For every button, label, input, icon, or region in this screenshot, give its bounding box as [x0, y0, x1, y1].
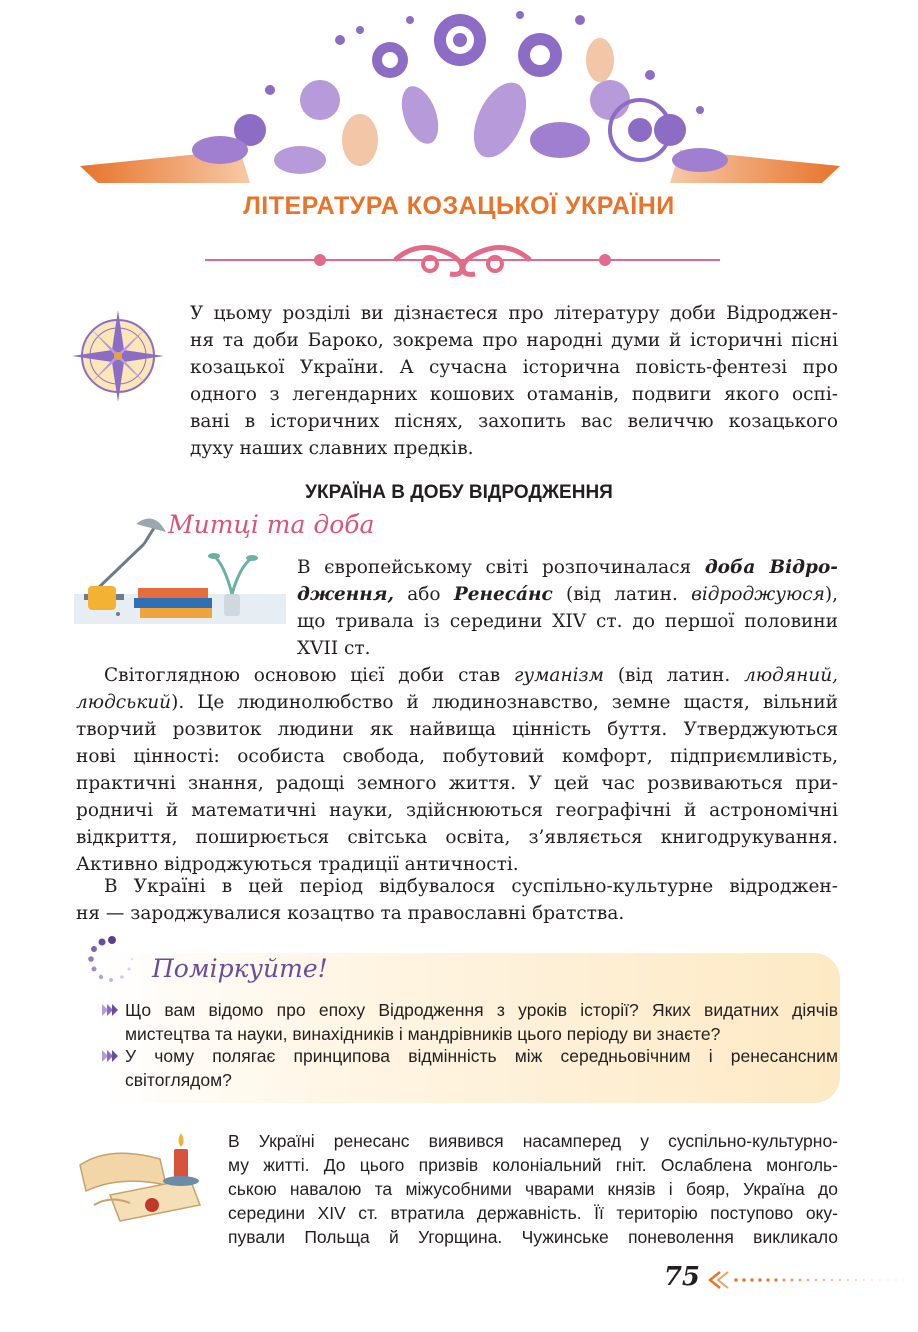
text-line: практичні знання, радощі земного життя. У цей час розвиваються при-: [76, 773, 838, 794]
term-bold: Ренеса́нс: [453, 584, 553, 605]
text-line: родничі й математичні науки, здійснюються географічні й астрономічні: [76, 800, 838, 821]
intro-line: одного з легендарних кошових отаманів, подвиги якого оспі-: [190, 384, 838, 405]
term-italic: гуманізм: [514, 665, 604, 686]
text-line: В Україні в цей період відбувалося суспільно-культурне відроджен-: [104, 876, 838, 897]
text-line: ською навалою та міжусобними чварами князів і бояр, Україна до: [228, 1179, 838, 1199]
question-line: Що вам відомо про епоху Відродження з уроків історії? Яких видатних діячів: [125, 1000, 838, 1020]
question-item: [125, 1044, 838, 1092]
section-heading: УКРАЇНА В ДОБУ ВІДРОДЖЕННЯ: [305, 482, 613, 503]
text-line: ня — зароджувалися козацтво та православні братства.: [76, 903, 625, 924]
text-line: [76, 689, 838, 716]
text-line: [76, 662, 838, 689]
text-line: Активно відроджуються традиції античності.: [76, 854, 519, 875]
bullet-arrow-icon: [102, 1002, 120, 1018]
intro-paragraph: [190, 300, 838, 462]
dotted-circle-icon: [86, 934, 138, 986]
question-line: світоглядом?: [125, 1070, 232, 1090]
term-bold: дження,: [297, 584, 394, 605]
scrolls-candle-illustration: [70, 1125, 220, 1225]
question-line: У чому полягає принципова відмінність між середньовічним і ренесансним: [125, 1046, 838, 1066]
text-line: [297, 554, 838, 581]
question-item: [125, 998, 838, 1046]
title-divider-ornament: [200, 238, 725, 280]
intro-line: У цьому розділі ви дізнаєтеся про літературу доби Відроджен-: [190, 303, 838, 324]
term-italic: відроджуюся: [691, 584, 825, 605]
term-italic: людський: [76, 692, 172, 713]
text-line: XVII ст.: [297, 638, 371, 659]
page-arrow-icon: [706, 1268, 918, 1292]
term-bold: доба Відро-: [704, 557, 838, 578]
text-line: що тривала із середини XIV ст. до першої половини: [297, 611, 838, 632]
artists-and-era-caption: Митці та доба: [168, 510, 375, 539]
think-box-title: Поміркуйте!: [152, 954, 328, 983]
intro-line: козацької України. А сучасна історична повість-фентезі про: [190, 357, 838, 378]
folk-ornament-header: [0, 0, 918, 190]
term-italic: людяний,: [744, 665, 838, 686]
compass-rose-icon: [70, 308, 166, 404]
text-run: ),: [824, 584, 838, 605]
text-run: або: [393, 584, 454, 605]
text-line: середини XIV ст. втратила державність. Її територію поступово оку-: [228, 1203, 838, 1223]
renaissance-ukraine-paragraph: [228, 1129, 838, 1249]
text-run: Світоглядною основою цієї доби став: [104, 665, 514, 686]
page-number: 75: [663, 1262, 700, 1292]
text-run: (від латин.: [552, 584, 692, 605]
text-run: В європейському світі розпочиналася: [297, 557, 705, 578]
text-line: му житті. До цього призвів колоніальний гніт. Ослаблена монголь-: [228, 1155, 838, 1175]
text-run: ). Це людинолюбство й людинознавство, земне щастя, вільний: [171, 692, 838, 713]
ukraine-revival-paragraph: [76, 873, 838, 927]
intro-line: духу наших славних предків.: [190, 438, 474, 459]
text-line: нові цінності: особиста свобода, побутовий комфорт, підприємливість,: [76, 746, 838, 767]
chapter-title: ЛІТЕРАТУРА КОЗАЦЬКОЇ УКРАЇНИ: [243, 192, 675, 220]
text-line: В Україні ренесанс виявився насамперед у суспільно-культурно-: [228, 1131, 838, 1151]
text-line: творчий розвиток людини як найвища цінність буття. Утверджуються: [76, 719, 838, 740]
intro-line: ня та доби Бароко, зокрема про народні думи й історичні пісні: [190, 330, 838, 351]
bullet-arrow-icon: [102, 1048, 120, 1064]
question-line: мистецтва та науки, винахідників і мандрівників цього періоду ви знаєте?: [125, 1024, 721, 1044]
text-line: пували Польща й Угорщина. Чужинське поневолення викликало: [228, 1227, 838, 1247]
text-line: відкриття, поширюється світська освіта, з’являється книгодрукування.: [76, 827, 838, 848]
text-run: (від латин.: [603, 665, 745, 686]
humanism-paragraph: [76, 662, 838, 878]
intro-line: вані в історичних піснях, захопить вас величчю козацького: [190, 411, 838, 432]
text-line: [297, 581, 838, 608]
renaissance-paragraph: [297, 554, 838, 662]
